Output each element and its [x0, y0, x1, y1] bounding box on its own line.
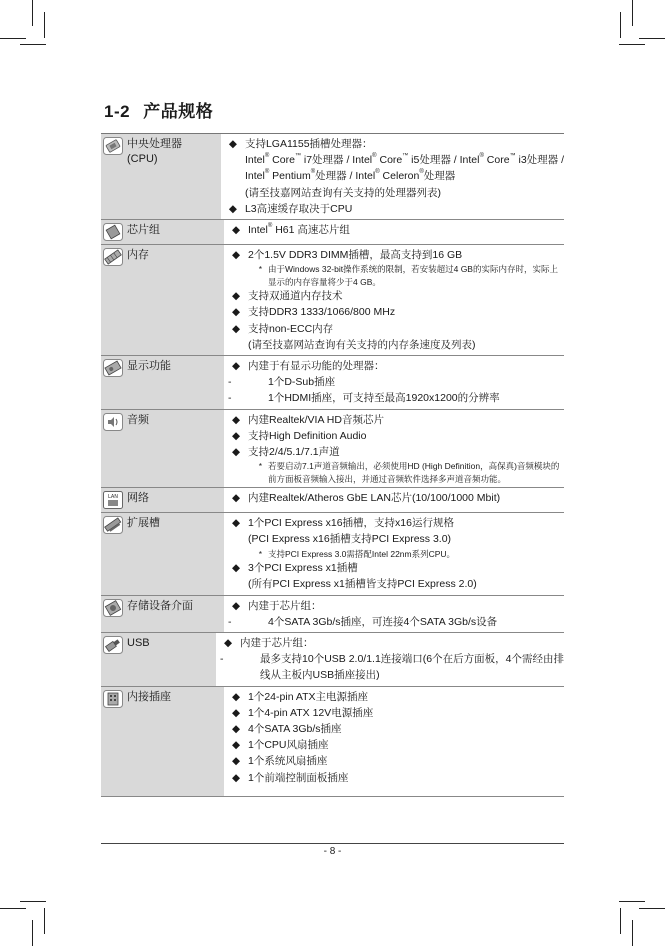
- dash: -: [228, 392, 232, 405]
- spec-label: 音频: [127, 413, 149, 426]
- list-item: [224, 428, 564, 444]
- spec-text: 1个D-Sub插座: [268, 376, 336, 389]
- chipset-icon: [103, 223, 123, 241]
- footnote: [224, 548, 564, 561]
- bullet-icon: ◆: [231, 224, 241, 237]
- list-item: [224, 560, 564, 592]
- spec-row-graphics: [101, 356, 564, 410]
- spec-text: 4个SATA 3Gb/s插座: [248, 722, 342, 735]
- spec-label: 扩展槽: [127, 517, 160, 530]
- section-heading: [104, 97, 213, 122]
- crop-mark: [619, 901, 645, 902]
- bullet-icon: ◆: [231, 249, 241, 262]
- list-item: [224, 444, 564, 460]
- crop-mark: [639, 38, 665, 39]
- spec-text: 1个前端控制面板插座: [248, 771, 349, 784]
- spec-text: L3高速缓存取决于CPU: [244, 202, 353, 215]
- spec-text: (所有PCI Express x1插槽皆支持PCI Express 2.0): [248, 578, 477, 591]
- section-title: 产品规格: [143, 102, 214, 121]
- spec-label-cell: [101, 245, 224, 355]
- spec-content: [216, 633, 564, 686]
- list-item: [224, 737, 564, 753]
- spec-text: 线从主板内USB插座接出): [260, 669, 380, 682]
- spec-label-cell: [101, 134, 221, 219]
- spec-content: [224, 356, 564, 409]
- list-subitem: [224, 374, 564, 390]
- spec-content: [221, 134, 564, 219]
- bullet-icon: ◆: [231, 739, 241, 752]
- spec-text: Intel® Core™ i7处理器 / Intel® Core™ i5处理器 / Intel® Core™ i3处理器 /: [244, 153, 564, 167]
- bullet-icon: ◆: [231, 306, 241, 319]
- bullet-icon: ◆: [231, 360, 241, 373]
- list-item: [224, 753, 564, 769]
- storage-icon: [103, 599, 123, 617]
- spec-row-internal: [101, 687, 564, 797]
- spec-text: 内建于芯片组：: [248, 599, 322, 612]
- spec-text: Intel® Pentium®处理器 / Intel® Celeron®处理器: [244, 169, 456, 183]
- section-number: 1-2: [104, 102, 131, 121]
- spec-table: [101, 133, 564, 797]
- spec-text: 支持non-ECC内存: [248, 322, 334, 335]
- bullet-icon: ◆: [231, 413, 241, 426]
- spec-row-memory: [101, 245, 564, 356]
- spec-text: 2个1.5V DDR3 DIMM插槽，最高支持到16 GB: [248, 249, 463, 262]
- spec-text: 支持2/4/5.1/7.1声道: [248, 446, 340, 459]
- bullet-icon: ◆: [231, 562, 241, 575]
- footnote: [224, 263, 564, 288]
- spec-content: [224, 513, 564, 594]
- spec-content: [224, 488, 564, 512]
- bullet-icon: ◆: [231, 290, 241, 303]
- list-item: [216, 635, 564, 651]
- crop-mark: [620, 12, 621, 38]
- spec-text: (PCI Express x16插槽支持PCI Express 3.0): [248, 533, 452, 546]
- spec-content: [224, 596, 564, 632]
- footnote-text: 支持PCI Express 3.0需搭配Intel 22nm系列CPU。: [268, 548, 456, 559]
- list-item: [224, 490, 564, 506]
- list-item: [224, 412, 564, 428]
- spec-text: 内建于有显示功能的处理器：: [248, 360, 385, 373]
- crop-mark: [44, 12, 45, 38]
- bullet-icon: ◆: [231, 492, 241, 505]
- bullet-icon: ◆: [231, 771, 241, 784]
- spec-label: 网络: [127, 492, 149, 505]
- dash: -: [228, 376, 232, 389]
- spec-text: 1个CPU风扇插座: [248, 739, 329, 752]
- dash: -: [220, 653, 224, 666]
- list-item: [224, 689, 564, 705]
- bullet-icon: ◆: [231, 429, 241, 442]
- spec-label-sub: (CPU): [127, 153, 158, 165]
- spec-text: (请至技嘉网站查询有关支持的处理器列表): [244, 186, 441, 199]
- footnote-text: 由于Windows 32-bit操作系统的限制，若安装超过4 GB的实际内存时，实际上显示的内存容量将少于4 GB。: [268, 264, 558, 287]
- cpu-icon: [103, 137, 123, 155]
- spec-label: 中央处理器: [127, 138, 182, 150]
- crop-mark: [0, 908, 26, 909]
- spec-content: [224, 245, 564, 355]
- spec-label-cell: [101, 687, 224, 796]
- spec-text: 最多支持10个USB 2.0/1.1连接端口(6个在后方面板，4个需经由排: [260, 653, 564, 666]
- crop-mark: [0, 38, 26, 39]
- spec-label: 芯片组: [127, 224, 160, 237]
- expansion-slot-icon: [103, 516, 123, 534]
- spec-row-cpu: [101, 134, 564, 220]
- crop-mark: [20, 44, 46, 45]
- spec-label-cell: [101, 356, 224, 409]
- list-item: [224, 358, 564, 374]
- spec-label: 内存: [127, 249, 149, 262]
- bullet-icon: ◆: [228, 138, 237, 150]
- spec-label-cell: [101, 488, 224, 512]
- spec-text: 内建Realtek/VIA HD音频芯片: [248, 413, 384, 426]
- spec-row-expansion: [101, 513, 564, 595]
- list-subitem: [216, 651, 564, 683]
- spec-text: 1个系统风扇插座: [248, 755, 328, 768]
- footnote-text: 若要启动7.1声道音频输出，必须使用HD (High Definition，高保真)音频模块的前方面板音频输入接出，并通过音频软件选择多声道音频功能。: [268, 461, 560, 484]
- asterisk: *: [258, 461, 262, 472]
- dash: -: [228, 615, 232, 628]
- spec-text: 1个24-pin ATX主电源插座: [248, 690, 369, 703]
- spec-row-lan: [101, 488, 564, 513]
- list-item: [224, 288, 564, 304]
- list-item: [221, 136, 564, 201]
- bullet-icon: ◆: [231, 599, 241, 612]
- spec-text: 4个SATA 3Gb/s插座，可连接4个SATA 3Gb/s设备: [268, 615, 498, 628]
- spec-text: 内建Realtek/Atheros GbE LAN芯片(10/100/1000 Mbit): [248, 492, 501, 505]
- spec-text: 1个HDMI插座，可支持至最高1920x1200的分辨率: [268, 392, 500, 405]
- list-subitem: [224, 390, 564, 406]
- spec-text: 支持DDR3 1333/1066/800 MHz: [248, 306, 396, 319]
- crop-mark: [639, 908, 665, 909]
- spec-label-cell: [101, 596, 224, 632]
- spec-text: 3个PCI Express x1插槽: [248, 562, 358, 575]
- usb-icon: [103, 636, 123, 654]
- footer-rule: [101, 843, 564, 844]
- spec-row-audio: [101, 410, 564, 489]
- spec-label: 内接插座: [127, 690, 171, 703]
- svg-text:LAN: LAN: [107, 494, 119, 501]
- bullet-icon: ◆: [223, 636, 233, 649]
- spec-text: 1个PCI Express x16插槽，支持x16运行规格: [248, 517, 454, 530]
- list-item: [221, 201, 564, 217]
- footnote: [224, 460, 564, 485]
- list-item: [224, 222, 564, 238]
- memory-icon: [103, 248, 123, 266]
- bullet-icon: ◆: [231, 446, 241, 459]
- spec-label-cell: [101, 513, 224, 594]
- crop-mark: [632, 0, 633, 26]
- spec-label: USB: [127, 636, 150, 649]
- spec-label: 存储设备介面: [127, 599, 193, 612]
- crop-mark: [20, 901, 46, 902]
- spec-text: Intel® H61 高速芯片组: [248, 223, 350, 237]
- spec-row-storage: [101, 596, 564, 633]
- bullet-icon: ◆: [231, 755, 241, 768]
- asterisk: *: [258, 548, 262, 559]
- spec-label-cell: [101, 633, 216, 686]
- asterisk: *: [258, 264, 262, 275]
- bullet-icon: ◆: [231, 322, 241, 335]
- spec-label-cell: [101, 410, 224, 488]
- list-item: [224, 515, 564, 547]
- spec-label: 显示功能: [127, 360, 171, 373]
- bullet-icon: ◆: [228, 202, 237, 215]
- list-item: [224, 721, 564, 737]
- bullet-icon: ◆: [231, 690, 241, 703]
- page-number: - 8 -: [323, 846, 342, 857]
- crop-mark: [619, 44, 645, 45]
- spec-text: 内建于芯片组：: [240, 636, 314, 649]
- list-item: [224, 247, 564, 263]
- crop-mark: [44, 908, 45, 934]
- spec-text: 1个4-pin ATX 12V电源插座: [248, 706, 374, 719]
- crop-mark: [32, 0, 33, 26]
- bullet-icon: ◆: [231, 517, 241, 530]
- bullet-icon: ◆: [231, 722, 241, 735]
- list-item: [224, 705, 564, 721]
- connector-icon: [103, 690, 123, 708]
- graphics-icon: [103, 359, 123, 377]
- spec-content: [224, 220, 564, 244]
- list-item: [224, 770, 564, 786]
- spec-content: [224, 687, 564, 796]
- list-subitem: [224, 614, 564, 630]
- spec-text: 支持High Definition Audio: [248, 429, 367, 442]
- crop-mark: [32, 920, 33, 946]
- crop-mark: [632, 920, 633, 946]
- speaker-icon: [103, 413, 123, 431]
- spec-text: 支持LGA1155插槽处理器：: [244, 138, 373, 150]
- spec-row-usb: [101, 633, 564, 687]
- spec-text: 支持双通道内存技术: [248, 290, 343, 303]
- list-item: [224, 304, 564, 320]
- list-item: [224, 321, 564, 353]
- spec-text: (请至技嘉网站查询有关支持的内存条速度及列表): [248, 338, 476, 351]
- lan-icon: [103, 491, 123, 509]
- bullet-icon: ◆: [231, 706, 241, 719]
- spec-label-cell: [101, 220, 224, 244]
- list-item: [224, 598, 564, 614]
- crop-mark: [620, 908, 621, 934]
- spec-content: [224, 410, 564, 488]
- spec-row-chipset: [101, 220, 564, 245]
